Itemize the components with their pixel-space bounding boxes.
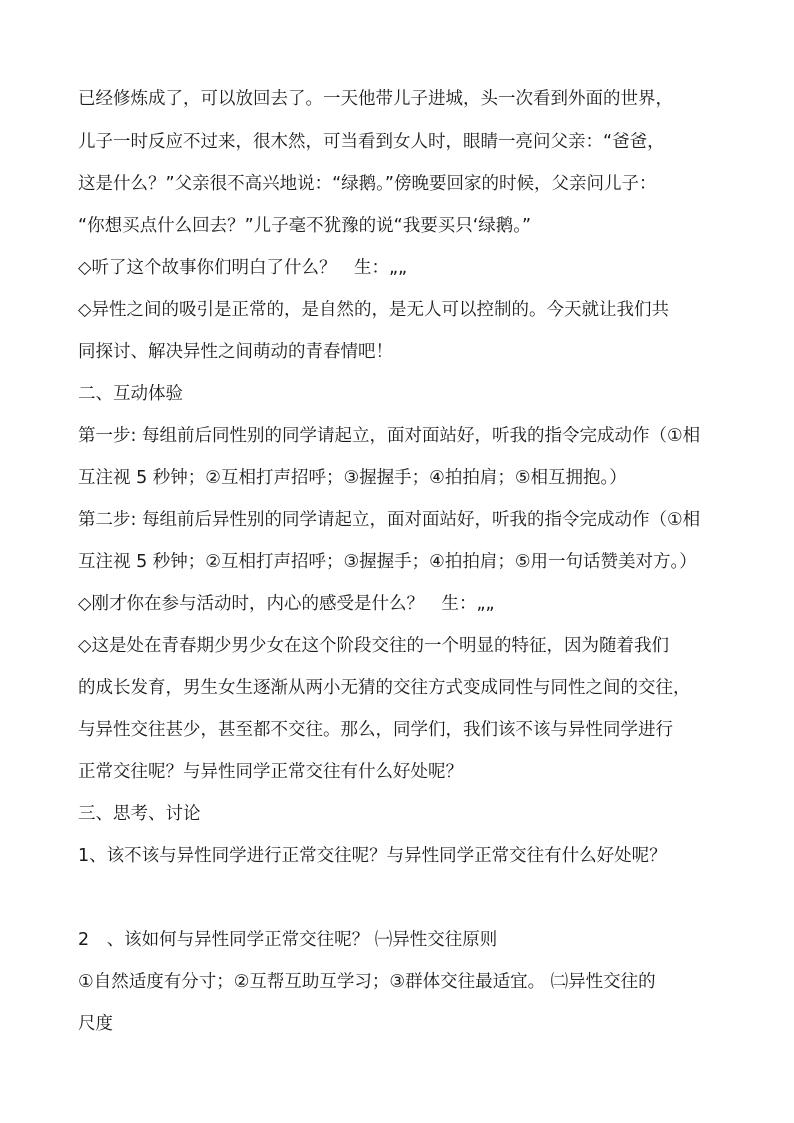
text-line-feature-3: 与异性交往甚少，甚至都不交往。那么，同学们，我们该不该与异性同学进行 — [78, 720, 673, 740]
text-line-step2-2: 互注视 5 秒钟；②互相打声招呼；③握握手；④拍拍肩；⑤用一句话赞美对方。） — [78, 552, 697, 572]
text-line-feature-2: 的成长发育，男生女生逐渐从两小无猜的交往方式变成同性与同性之间的交往， — [78, 678, 691, 698]
text-line-story-1: 已经修炼成了，可以放回去了。一天他带儿子进城，头一次看到外面的世界， — [78, 89, 673, 109]
text-line-scale: 尺度 — [78, 1014, 113, 1034]
text-line-step1-2: 互注视 5 秒钟；②互相打声招呼；③握握手；④拍拍肩；⑤相互拥抱。） — [78, 468, 627, 488]
text-line-story-3: 这是什么？”父亲很不高兴地说：“绿鹅。”傍晚要回家的时候，父亲问儿子： — [78, 174, 657, 194]
text-line-question-1: ◇听了这个故事你们明白了什么？ 生：„„ — [78, 258, 408, 278]
text-line-principles: ①自然适度有分寸；②互帮互助互学习；③群体交往最适宜。 ㈡异性交往的 — [78, 972, 656, 992]
section-heading-discussion: 三、思考、讨论 — [78, 804, 201, 824]
text-line-question-2: ◇刚才你在参与活动时，内心的感受是什么？ 生：„„ — [78, 594, 495, 614]
section-heading-interaction: 二、互动体验 — [78, 384, 183, 404]
text-line-discussion-2: 2 、该如何与异性同学正常交往呢？ ㈠异性交往原则 — [78, 930, 498, 950]
text-line-step2-1: 第二步: 每组前后异性别的同学请起立，面对面站好，听我的指令完成动作（①相 — [78, 510, 701, 530]
text-line-step1-1: 第一步: 每组前后同性别的同学请起立，面对面站好，听我的指令完成动作（①相 — [78, 426, 701, 446]
text-line-feature-1: ◇这是处在青春期少男少女在这个阶段交往的一个明显的特征，因为随着我们 — [78, 636, 669, 656]
text-line-attraction-1: ◇异性之间的吸引是正常的，是自然的，是无人可以控制的。今天就让我们共 — [78, 300, 669, 320]
text-line-attraction-2: 同探讨、解决异性之间萌动的青春情吧！ — [78, 342, 393, 362]
text-line-feature-4: 正常交往呢？与异性同学正常交往有什么好处呢？ — [78, 762, 463, 782]
text-line-discussion-1: 1、该不该与异性同学进行正常交往呢？与异性同学正常交往有什么好处呢？ — [78, 846, 667, 866]
text-line-story-4: “你想买点什么回去？”儿子毫不犹豫的说“我要买只‘绿鹅。” — [78, 216, 532, 236]
text-line-story-2: 儿子一时反应不过来，很木然，可当看到女人时，眼睛一亮问父亲：“爸爸， — [78, 132, 665, 152]
